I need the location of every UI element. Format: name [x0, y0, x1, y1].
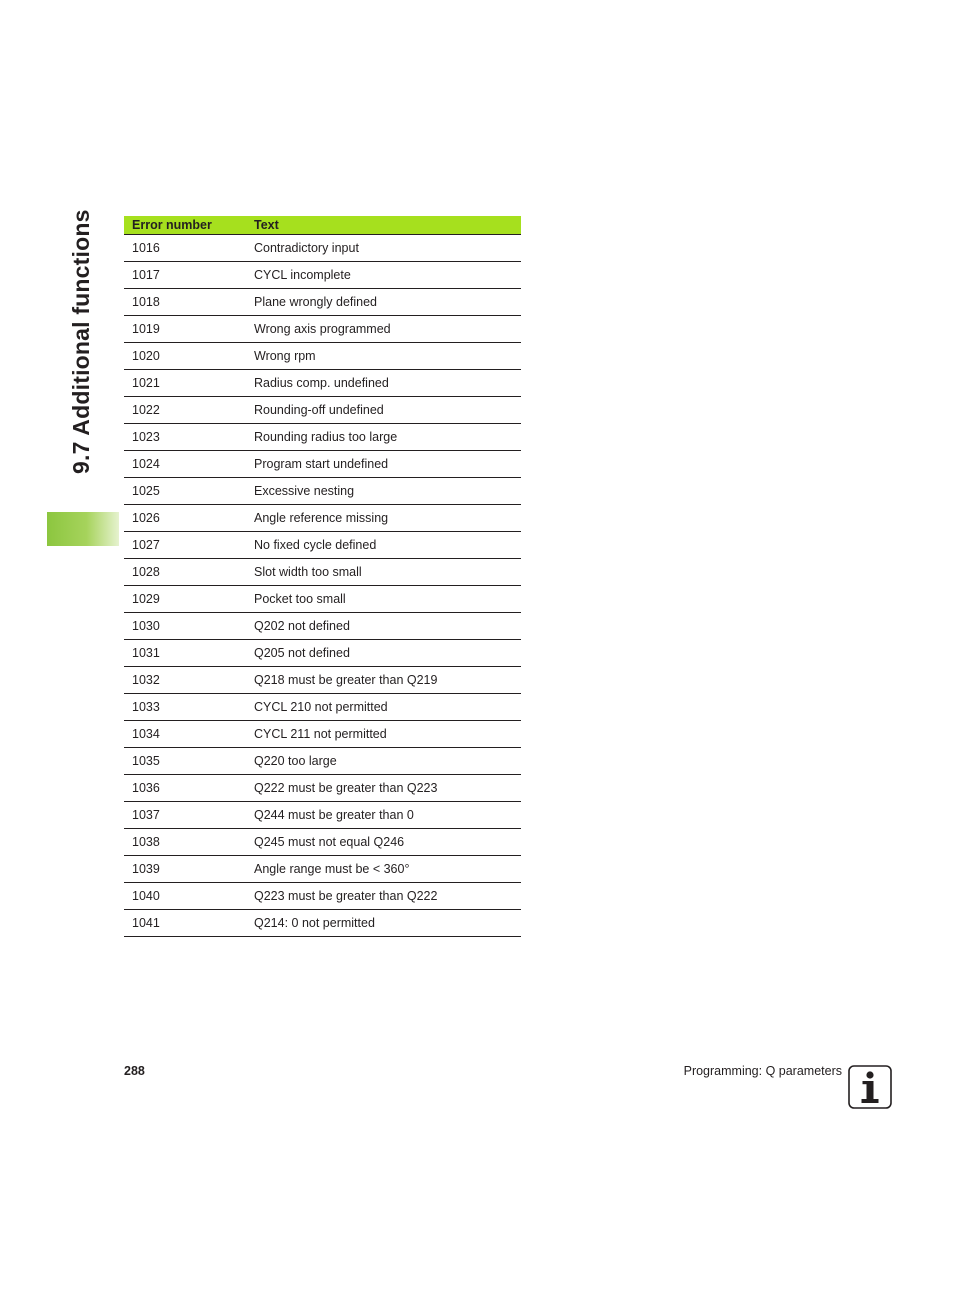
- table-row: [124, 289, 521, 316]
- error-text-cell: Plane wrongly defined: [246, 289, 521, 316]
- column-header-text: Text: [246, 216, 521, 235]
- error-text-cell: Q244 must be greater than 0: [246, 802, 521, 829]
- column-header-error-number: Error number: [124, 216, 246, 235]
- table-row: [124, 478, 521, 505]
- table-row: [124, 721, 521, 748]
- section-tab-marker: [47, 512, 119, 546]
- error-number-cell: 1039: [124, 856, 246, 883]
- error-text-cell: Q202 not defined: [246, 613, 521, 640]
- error-number-cell: 1018: [124, 289, 246, 316]
- error-text-cell: Q222 must be greater than Q223: [246, 775, 521, 802]
- table-row: [124, 343, 521, 370]
- error-number-cell: 1017: [124, 262, 246, 289]
- error-number-cell: 1026: [124, 505, 246, 532]
- error-text-cell: Wrong axis programmed: [246, 316, 521, 343]
- error-text-cell: Angle range must be < 360°: [246, 856, 521, 883]
- table-row: [124, 559, 521, 586]
- error-text-cell: No fixed cycle defined: [246, 532, 521, 559]
- table-row: [124, 748, 521, 775]
- error-number-cell: 1020: [124, 343, 246, 370]
- error-number-cell: 1025: [124, 478, 246, 505]
- error-text-cell: Radius comp. undefined: [246, 370, 521, 397]
- error-number-cell: 1022: [124, 397, 246, 424]
- page-number: 288: [124, 1064, 145, 1078]
- error-text-cell: Wrong rpm: [246, 343, 521, 370]
- error-text-cell: CYCL 210 not permitted: [246, 694, 521, 721]
- error-text-cell: Q205 not defined: [246, 640, 521, 667]
- error-number-cell: 1019: [124, 316, 246, 343]
- table-row: [124, 613, 521, 640]
- section-title: 9.7 Additional functions: [68, 209, 94, 474]
- error-text-cell: Excessive nesting: [246, 478, 521, 505]
- table-row: [124, 910, 521, 937]
- error-number-cell: 1023: [124, 424, 246, 451]
- error-text-cell: CYCL incomplete: [246, 262, 521, 289]
- table-row: [124, 505, 521, 532]
- error-number-cell: 1032: [124, 667, 246, 694]
- chapter-title: Programming: Q parameters: [683, 1064, 842, 1078]
- error-text-cell: Program start undefined: [246, 451, 521, 478]
- error-text-cell: Q214: 0 not permitted: [246, 910, 521, 937]
- table-row: [124, 397, 521, 424]
- error-number-cell: 1029: [124, 586, 246, 613]
- error-number-cell: 1030: [124, 613, 246, 640]
- table-row: [124, 802, 521, 829]
- error-number-cell: 1024: [124, 451, 246, 478]
- table-row: [124, 316, 521, 343]
- error-number-cell: 1036: [124, 775, 246, 802]
- table-row: [124, 694, 521, 721]
- error-table: [124, 216, 521, 937]
- error-text-cell: Q223 must be greater than Q222: [246, 883, 521, 910]
- error-text-cell: Angle reference missing: [246, 505, 521, 532]
- error-number-cell: 1041: [124, 910, 246, 937]
- error-number-cell: 1027: [124, 532, 246, 559]
- error-text-cell: Rounding-off undefined: [246, 397, 521, 424]
- error-text-cell: Slot width too small: [246, 559, 521, 586]
- error-number-cell: 1040: [124, 883, 246, 910]
- table-row: [124, 883, 521, 910]
- error-number-cell: 1035: [124, 748, 246, 775]
- error-text-cell: CYCL 211 not permitted: [246, 721, 521, 748]
- table-row: [124, 829, 521, 856]
- table-header-row: [124, 216, 521, 235]
- error-number-cell: 1028: [124, 559, 246, 586]
- table-row: [124, 451, 521, 478]
- error-number-cell: 1021: [124, 370, 246, 397]
- error-text-cell: Pocket too small: [246, 586, 521, 613]
- table-row: [124, 775, 521, 802]
- error-number-cell: 1016: [124, 235, 246, 262]
- error-text-cell: Q220 too large: [246, 748, 521, 775]
- table-row: [124, 586, 521, 613]
- table-row: [124, 262, 521, 289]
- error-number-cell: 1033: [124, 694, 246, 721]
- error-number-cell: 1031: [124, 640, 246, 667]
- error-number-cell: 1038: [124, 829, 246, 856]
- table-row: [124, 370, 521, 397]
- error-text-cell: Contradictory input: [246, 235, 521, 262]
- table-row: [124, 640, 521, 667]
- info-icon: [848, 1065, 892, 1109]
- table-row: [124, 235, 521, 262]
- table-row: [124, 856, 521, 883]
- table-row: [124, 667, 521, 694]
- error-text-cell: Q218 must be greater than Q219: [246, 667, 521, 694]
- error-text-cell: Q245 must not equal Q246: [246, 829, 521, 856]
- error-text-cell: Rounding radius too large: [246, 424, 521, 451]
- error-number-cell: 1037: [124, 802, 246, 829]
- error-number-cell: 1034: [124, 721, 246, 748]
- table-row: [124, 532, 521, 559]
- table-row: [124, 424, 521, 451]
